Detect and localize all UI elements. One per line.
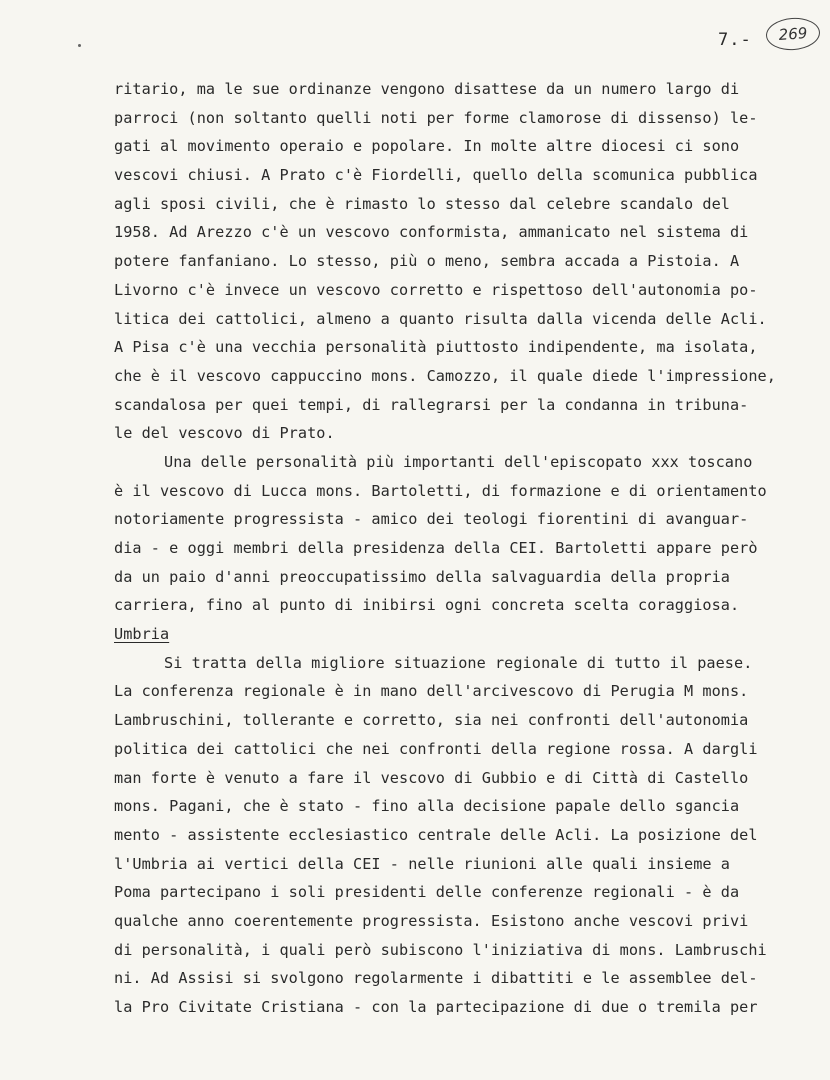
page-number: 7.- (718, 30, 752, 50)
text-line: ritario, ma le sue ordinanze vengono disattese da un numero largo di (114, 80, 740, 98)
text-line: dia - e oggi membri della presidenza della CEI. Bartoletti appare però (114, 539, 758, 557)
text-line: è il vescovo di Lucca mons. Bartoletti, di formazione e di orientamento (114, 481, 767, 500)
text-line: La conferenza regionale è in mano dell'arcivescovo di Perugia M mons. (114, 682, 749, 701)
text-line: potere fanfaniano. Lo stesso, più o meno, sembra accada a Pistoia. A (114, 252, 740, 271)
text-line: mento - assistente ecclesiastico centrale delle Acli. La posizione del (114, 825, 758, 844)
text-line: da un paio d'anni preoccupatissimo della salvaguardia della propria (114, 567, 730, 586)
text-line: gati al movimento operaio e popolare. In molte altre diocesi ci sono (114, 137, 740, 156)
text-line: Livorno c'è invece un vescovo corretto e rispettoso dell'autonomia po- (114, 280, 758, 299)
text-line: Lambruschini, tollerante e corretto, sia nei confronti dell'autonomia (114, 711, 749, 730)
text-line: che è il vescovo cappuccino mons. Camozzo, il quale diede l'impressione, (114, 366, 776, 385)
text-line: man forte è venuto a fare il vescovo di Gubbio e di Città di Castello (114, 768, 749, 787)
text-line: 1958. Ad Arezzo c'è un vescovo conformista, ammanicato nel sistema di (114, 223, 749, 242)
text-line: litica dei cattolici, almeno a quanto risulta dalla vicenda delle Acli. (114, 309, 767, 328)
text-line: A Pisa c'è una vecchia personalità piuttosto indipendente, ma isolata, (114, 338, 758, 357)
text-line: la Pro Civitate Cristiana - con la partecipazione di due o tremila per (114, 998, 758, 1016)
text-line: agli sposi civili, che è rimasto lo stesso dal celebre scandalo del (114, 194, 730, 213)
text-line: vescovi chiusi. A Prato c'è Fiordelli, quello della scomunica pubblica (114, 166, 758, 185)
text-line: politica dei cattolici che nei confronti della regione rossa. A dargli (114, 739, 758, 758)
text-line: l'Umbria ai vertici della CEI - nelle riunioni alle quali insieme a (114, 854, 730, 873)
text-line: scandalosa per quei tempi, di rallegrarsi per la condanna in tribuna- (114, 395, 749, 414)
text-line: notoriamente progressista - amico dei teologi fiorentini di avanguar- (114, 510, 749, 529)
text-line: mons. Pagani, che è stato - fino alla decisione papale dello sgancia (114, 797, 740, 816)
text-line: di personalità, i quali però subiscono l'iniziativa di mons. Lambruschi (114, 940, 767, 959)
text-line: ni. Ad Assisi si svolgono regolarmente i dibattiti e le assemblee del- (114, 969, 758, 988)
text-line: le del vescovo di Prato. (114, 424, 335, 443)
text-line: qualche anno coerentemente progressista. Esistono anche vescovi privi (114, 911, 749, 930)
text-line: parroci (non soltanto quelli noti per forme clamorose di dissenso) le- (114, 108, 758, 127)
archive-stamp-number: 269 (765, 16, 821, 52)
paragraph-start-line: Si tratta della migliore situazione regionale di tutto il paese. (164, 653, 753, 672)
paragraph-start-line: Una delle personalità più importanti dell'episcopato xxx toscano (164, 452, 753, 471)
typewritten-text (114, 75, 826, 1022)
text-line: Poma partecipano i soli presidenti delle conferenze regionali - è da (114, 883, 740, 902)
page-speck (78, 44, 81, 47)
text-line: carriera, fino al punto di inibirsi ogni concreta scelta coraggiosa. (114, 596, 740, 615)
section-heading-umbria: Umbria (114, 625, 170, 644)
